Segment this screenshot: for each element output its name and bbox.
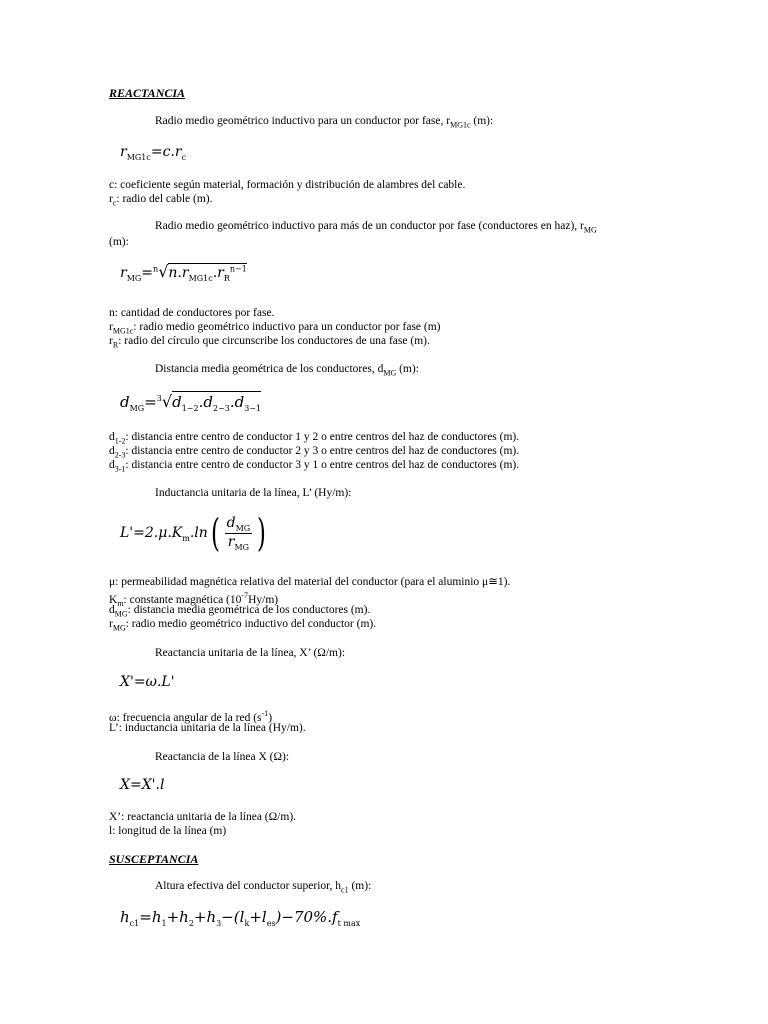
d23-text: : distancia entre centro de conductor 2 y 3 o entre centros del haz de conductores (m). [125,445,520,457]
rc-def-sub: c [112,198,117,208]
eq3-equals: = [144,393,157,411]
eq3-d2: .d [198,393,213,411]
eq3-root-index: 3 [156,394,162,403]
dmg-def-text: : distancia media geométrica de los conductores (m). [127,604,371,616]
rmg1c-intro [155,115,493,129]
km-def-sub: m [117,599,124,609]
equation-inductance [120,511,269,555]
eq4-den-sub: MG [234,542,250,552]
rmg1c-intro-text: Radio medio geométrico inductivo para un conductor por fase, r [155,115,451,127]
n-definition: n: cantidad de conductores por fase. [109,307,275,319]
dmg-def-sym: d [109,604,115,616]
eq3-d1: d [172,393,182,411]
eq4-num: d [226,514,236,531]
dmg-intro-text: Distancia media geométrica de los conductores, d [155,363,384,375]
equation-reactance: X=X'.l [120,777,165,793]
eq3-d3: .d [229,393,245,411]
right-paren-icon: ) [257,511,267,555]
eq2-equals: = [141,265,154,281]
d12-text: : distancia entre centro de conductor 1 y 2 o entre centros del haz de conductores (m). [125,431,520,443]
km-def-text-b: Hy/m) [248,593,279,606]
eq2-body-b: .r [212,265,224,281]
d12-sym: d [109,431,115,443]
rc-def-sym: r [109,193,113,205]
rc-def-text: : radio del cable (m). [116,193,213,205]
rmg1c-def-text: : radio medio geométrico inductivo para un conductor por fase (m) [133,321,441,333]
eq3-lhs-sub: MG [129,404,145,413]
rmg-def-text: : radio medio geométrico inductivo del conductor (m). [125,618,377,630]
xp-definition: X’: reactancia unitaria de la línea (Ω/m). [109,811,297,823]
eq4-ln: .ln [189,525,208,541]
eq4-denominator [225,534,253,552]
eq7-g: )−70%.f [275,908,338,926]
eq7-e-sub: k [244,919,250,928]
eq1-lhs: r [120,144,127,160]
equation-hc1 [120,908,360,928]
d23-sub: 2-3 [114,450,126,460]
eq4-lhs: L'=2.μ.K [120,525,183,541]
left-paren-icon: ( [210,511,220,555]
dmg-intro [155,363,419,377]
eq4-lhs-sub: m [182,533,190,543]
eq1-rhs: =c.r [150,144,182,160]
eq7-d: +h [193,908,217,926]
equation-unit-reactance: X'=ω.L' [120,674,175,690]
eq4-num-sub: MG [235,523,251,533]
section-heading-susceptancia: SUSCEPTANCIA [109,852,199,866]
hc-intro-sub: c1 [341,885,349,895]
dmg-intro-sub: MG [383,368,397,378]
root-sign-icon: √ [158,262,169,281]
eq7-b-sub: 1 [161,919,167,928]
eq7-d-sub: 3 [216,919,222,928]
eq7-b: =h [139,908,162,926]
km-def-sym: K [109,593,118,606]
eq2-body-sub1: MG1c [188,273,213,283]
hc-intro-tail: (m): [348,880,372,892]
mu-definition: μ: permeabilidad magnética relativa del material del conductor (para el aluminio μ≅1). [109,576,511,588]
rmg-definition [109,617,376,635]
rr-def-sub: R [112,340,119,350]
omega-def-sup: -1 [261,709,269,718]
rmg1c-def-sym: r [109,321,113,333]
equation-rmg [120,262,247,283]
eq3-lhs: d [120,393,130,411]
eq3-d2-sub: 2−3 [212,404,230,413]
eq2-root-index: n [153,264,159,274]
hc-intro [155,880,371,894]
km-def-text-a: : constante magnética (10 [123,593,242,606]
rmg1c-intro-tail: (m): [470,115,494,127]
eq4-fraction [225,515,253,552]
hc-intro-text: Altura efectiva del conductor superior, h [155,880,342,892]
d12-sub: 1-2 [114,436,126,446]
root-sign-icon: √ [161,392,173,411]
dmg-def-sub: MG [114,609,128,619]
eq2-body-sub2: R [223,273,230,283]
d31-sym: d [109,459,115,471]
rmg1c-intro-sub: MG1c [450,120,471,130]
eq3-d3-sub: 3−1 [244,404,262,413]
rmg-def-sub: MG [112,623,126,633]
rmg1c-def-sub: MG1c [112,326,134,336]
reactance-intro: Reactancia de la línea X (Ω): [155,751,290,763]
inductance-intro: Inductancia unitaria de la línea, L’ (Hy/m): [155,487,352,499]
rmg-intro-sub: MG [583,225,597,235]
eq7-g-sub: t max [337,919,361,928]
d31-definition [109,458,519,476]
rmg-def-sym: r [109,618,113,630]
unit-reactance-intro: Reactancia unitaria de la línea, X’ (Ω/m): [155,647,346,659]
rr-definition [109,334,430,352]
eq2-radicand [168,263,246,281]
km-def-sup: -7 [241,591,249,600]
eq1-lhs-sub: MG1c [126,152,151,162]
c-definition: c: coeficiente según material, formación y distribución de alambres del cable. [109,179,466,191]
eq2-lhs: r [120,265,127,281]
eq7-f: +l [249,908,267,926]
section-heading-reactancia: REACTANCIA [109,86,186,100]
eq2-body-sup: n−1 [229,264,247,274]
rmg-intro-line1: Radio medio geométrico inductivo para más de un conductor por fase (conductores en haz), r [155,220,584,232]
rmg-intro-line2: (m): [109,236,129,248]
d31-text: : distancia entre centro de conductor 3 y 1 o entre centros del haz de conductores (m). [125,459,520,471]
eq7-a-sub: c1 [129,919,140,928]
rmg-intro [155,220,597,234]
eq2-body-a: n.r [168,265,189,281]
lp-definition: L’: inductancia unitaria de la línea (Hy/m). [109,722,306,734]
eq3-radicand [172,391,261,411]
d31-sub: 3-1 [114,464,126,474]
eq7-c-sub: 2 [188,919,194,928]
equation-rmg1c [120,144,186,162]
rr-def-sym: r [109,335,113,347]
eq7-c: +h [166,908,189,926]
eq4-den: r [227,533,235,550]
eq7-f-sub: es [266,919,276,928]
rc-definition [109,192,213,210]
omega-def-b: ) [268,711,273,724]
dmg-intro-tail: (m): [396,363,419,375]
omega-def-a: ω: frecuencia angular de la red (s [109,711,262,724]
eq3-d1-sub: 1−2 [181,404,199,413]
eq7-a: h [120,908,130,926]
eq7-e: −(l [221,908,245,926]
eq2-lhs-sub: MG [126,273,142,283]
d23-sym: d [109,445,115,457]
l-definition: l: longitud de la línea (m) [109,825,227,837]
eq1-rhs-sub: c [181,152,187,162]
eq4-numerator [225,515,253,534]
rr-def-text: : radio del círculo que circunscribe los conductores de una fase (m). [118,335,430,347]
equation-dmg [120,392,261,413]
